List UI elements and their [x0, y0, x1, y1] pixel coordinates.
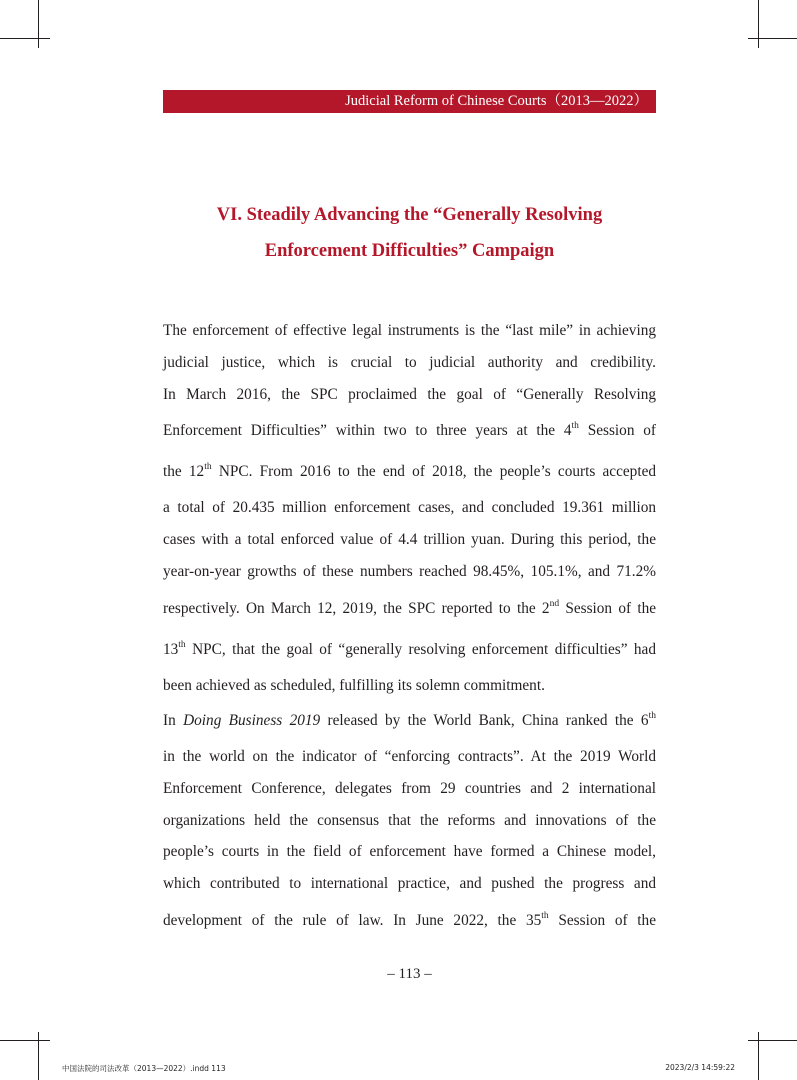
crop-mark — [0, 38, 50, 39]
ordinal-suffix: th — [541, 910, 549, 921]
ordinal-suffix: th — [648, 710, 656, 721]
crop-mark — [0, 1040, 50, 1041]
text-line: Enforcement Difficulties” within two to three years at the 4th Session of — [163, 421, 657, 440]
section-title-line: Enforcement Difficulties” Campaign — [264, 241, 555, 261]
running-header-title: Judicial Reform of Chinese Courts（2013—2022） — [345, 93, 648, 109]
ordinal-suffix: th — [178, 639, 186, 650]
text-line: development of the rule of law. In June 2022, the 35th Session of the — [163, 910, 656, 929]
crop-mark — [748, 38, 797, 39]
paragraph-1 — [163, 315, 656, 702]
page-number: – 113 – — [387, 966, 432, 982]
text-line: 13th NPC, that the goal of “generally resolving enforcement difficulties” had — [163, 639, 656, 658]
text-line: judicial justice, which is crucial to judicial authority and credibility. — [163, 353, 656, 371]
text-line: been achieved as scheduled, fulfilling its solemn commitment. — [163, 676, 545, 694]
print-slug-timestamp: 2023/2/3 14:59:22 — [665, 1063, 735, 1072]
ordinal-suffix: nd — [549, 598, 560, 609]
ordinal-suffix: th — [571, 421, 579, 432]
text-line: the 12th NPC. From 2016 to the end of 2018, the people’s courts accepted — [163, 462, 657, 481]
running-header — [163, 90, 656, 113]
text-line: organizations held the consensus that the reforms and innovations of the — [163, 811, 656, 829]
crop-mark — [38, 0, 39, 48]
crop-mark — [748, 1040, 797, 1041]
text-line: in the world on the indicator of “enforcing contracts”. At the 2019 World — [163, 748, 656, 765]
text-line: In Doing Business 2019 released by the World Bank, China ranked the 6th — [163, 710, 656, 729]
section-title — [163, 197, 656, 269]
text-line: respectively. On March 12, 2019, the SPC reported to the 2nd Session of the — [163, 598, 657, 617]
ordinal-suffix: th — [204, 462, 212, 473]
text-line: cases with a total enforced value of 4.4 trillion yuan. During this period, the — [163, 531, 656, 549]
crop-mark — [758, 0, 759, 48]
text-line: In March 2016, the SPC proclaimed the goal of “Generally Resolving — [163, 385, 656, 403]
section-title-line: VI. Steadily Advancing the “Generally Resolving — [216, 205, 603, 225]
print-slug-filename: 中国法院的司法改革（2013—2022）.indd 113 — [62, 1064, 226, 1073]
text-line: Enforcement Conference, delegates from 29 countries and 2 international — [163, 779, 656, 797]
text-line: people’s courts in the field of enforcement have formed a Chinese model, — [163, 843, 656, 861]
paragraph-2 — [163, 700, 656, 941]
text-line: a total of 20.435 million enforcement cases, and concluded 19.361 million — [163, 499, 656, 517]
text-line: The enforcement of effective legal instruments is the “last mile” in achieving — [163, 322, 656, 339]
text-line: year-on-year growths of these numbers reached 98.45%, 105.1%, and 71.2% — [163, 562, 656, 580]
publication-title: Doing Business 2019 — [183, 712, 321, 729]
text-line: which contributed to international practice, and pushed the progress and — [163, 875, 656, 893]
